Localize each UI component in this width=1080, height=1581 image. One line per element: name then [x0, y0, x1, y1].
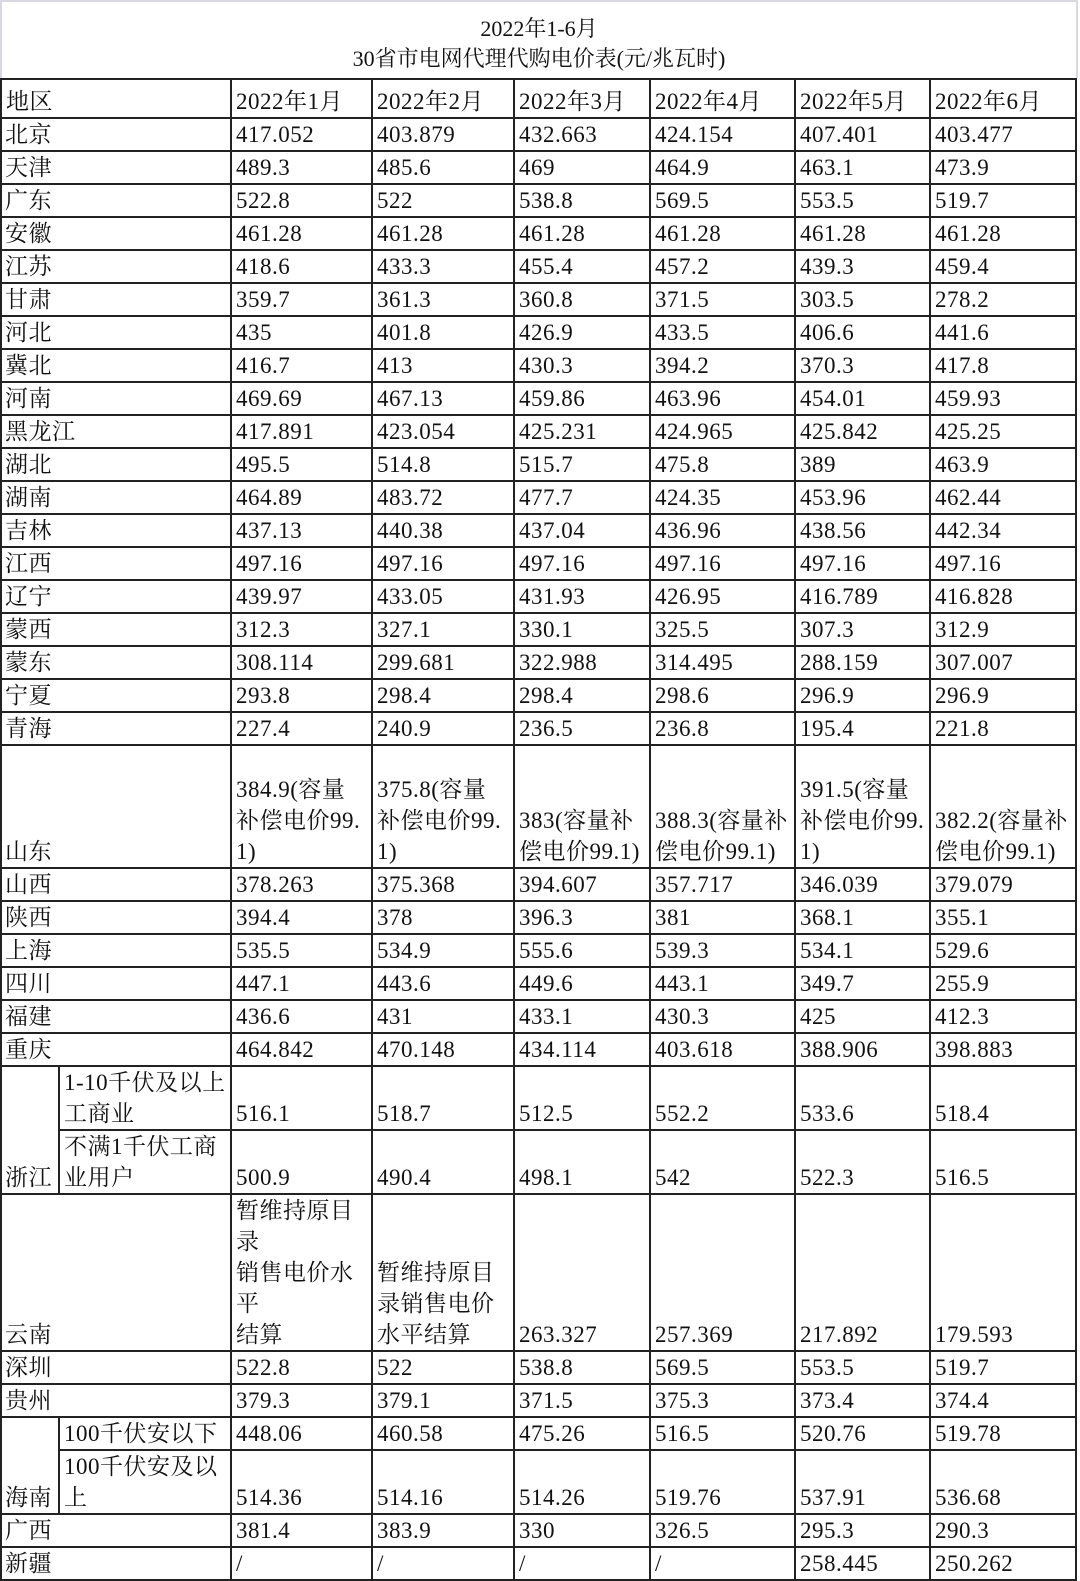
price-cell: 555.6	[514, 934, 650, 967]
table-row	[1, 448, 1076, 481]
region-cell: 广东	[1, 184, 231, 217]
table-row	[1, 868, 1076, 901]
price-cell: 346.039	[795, 868, 930, 901]
price-cell: /	[372, 1547, 514, 1580]
price-cell: 542	[650, 1130, 795, 1194]
price-cell: 373.4	[795, 1384, 930, 1417]
price-cell: 498.1	[514, 1130, 650, 1194]
price-cell: 447.1	[231, 967, 372, 1000]
table-row	[1, 679, 1076, 712]
price-cell: 497.16	[930, 547, 1076, 580]
table-row	[1, 349, 1076, 382]
sub-region-cell: 1-10千伏及以上工商业	[59, 1066, 231, 1130]
price-cell: 497.16	[514, 547, 650, 580]
price-cell: 469.69	[231, 382, 372, 415]
price-cell: 514.36	[231, 1450, 372, 1514]
table-row	[1, 547, 1076, 580]
price-cell: 195.4	[795, 712, 930, 745]
table-row	[1, 1547, 1076, 1580]
region-cell: 重庆	[1, 1033, 231, 1066]
price-cell: 381	[650, 901, 795, 934]
price-cell: 296.9	[795, 679, 930, 712]
price-cell: 312.9	[930, 613, 1076, 646]
price-cell: 439.3	[795, 250, 930, 283]
price-cell: 515.7	[514, 448, 650, 481]
region-cell: 山东	[1, 745, 231, 868]
price-cell: 459.93	[930, 382, 1076, 415]
price-cell: 469	[514, 151, 650, 184]
sub-region-cell: 不满1千伏工商业用户	[59, 1130, 231, 1194]
price-cell: 303.5	[795, 283, 930, 316]
price-cell: 298.6	[650, 679, 795, 712]
price-cell: 217.892	[795, 1194, 930, 1351]
table-row	[1, 217, 1076, 250]
price-cell: 308.114	[231, 646, 372, 679]
price-cell: 538.8	[514, 184, 650, 217]
price-cell: 449.6	[514, 967, 650, 1000]
table-row	[1, 1417, 1076, 1450]
price-cell: 529.6	[930, 934, 1076, 967]
price-cell: 500.9	[231, 1130, 372, 1194]
price-cell: 432.663	[514, 118, 650, 151]
price-cell: /	[514, 1547, 650, 1580]
price-cell: 381.4	[231, 1514, 372, 1547]
title-line-1: 2022年1-6月	[480, 16, 598, 41]
table-row	[1, 1130, 1076, 1194]
price-cell: 307.3	[795, 613, 930, 646]
price-cell: 424.35	[650, 481, 795, 514]
table-row	[1, 151, 1076, 184]
price-cell: 396.3	[514, 901, 650, 934]
price-cell: 263.327	[514, 1194, 650, 1351]
price-cell: 379.3	[231, 1384, 372, 1417]
price-cell: 418.6	[231, 250, 372, 283]
region-cell: 甘肃	[1, 283, 231, 316]
price-cell: 401.8	[372, 316, 514, 349]
price-cell: 384.9(容量补偿电价99.1)	[231, 745, 372, 868]
table-row	[1, 481, 1076, 514]
price-cell: 497.16	[650, 547, 795, 580]
price-cell: 430.3	[650, 1000, 795, 1033]
price-cell: 417.8	[930, 349, 1076, 382]
table-row	[1, 283, 1076, 316]
price-cell: 495.5	[231, 448, 372, 481]
table-row	[1, 316, 1076, 349]
price-cell: 461.28	[514, 217, 650, 250]
price-cell: 426.9	[514, 316, 650, 349]
price-cell: 522.3	[795, 1130, 930, 1194]
price-cell: 391.5(容量补偿电价99.1)	[795, 745, 930, 868]
price-cell: 457.2	[650, 250, 795, 283]
price-cell: 312.3	[231, 613, 372, 646]
price-cell: 371.5	[650, 283, 795, 316]
table-row	[1, 745, 1076, 868]
price-cell: 475.26	[514, 1417, 650, 1450]
price-cell: 489.3	[231, 151, 372, 184]
price-cell: 433.1	[514, 1000, 650, 1033]
price-cell: /	[650, 1547, 795, 1580]
region-cell: 浙江	[1, 1066, 59, 1194]
header-month: 2022年3月	[514, 79, 650, 118]
price-cell: 379.1	[372, 1384, 514, 1417]
price-cell: 483.72	[372, 481, 514, 514]
price-cell: 425.231	[514, 415, 650, 448]
table-row	[1, 1033, 1076, 1066]
table-row	[1, 118, 1076, 151]
table-row	[1, 646, 1076, 679]
table-row	[1, 712, 1076, 745]
region-cell: 冀北	[1, 349, 231, 382]
price-cell: 461.28	[372, 217, 514, 250]
price-cell: 240.9	[372, 712, 514, 745]
price-cell: 383(容量补偿电价99.1)	[514, 745, 650, 868]
region-cell: 四川	[1, 967, 231, 1000]
price-cell: 417.052	[231, 118, 372, 151]
price-cell: 278.2	[930, 283, 1076, 316]
price-cell: 485.6	[372, 151, 514, 184]
table-row	[1, 514, 1076, 547]
price-cell: 497.16	[795, 547, 930, 580]
title-line-2: 30省市电网代理代购电价表(元/兆瓦时)	[352, 46, 726, 71]
price-cell: 298.4	[514, 679, 650, 712]
price-cell: 537.91	[795, 1450, 930, 1514]
price-cell: 462.44	[930, 481, 1076, 514]
price-cell: 416.789	[795, 580, 930, 613]
price-cell: 425.25	[930, 415, 1076, 448]
price-cell: 250.262	[930, 1547, 1076, 1580]
price-cell: 290.3	[930, 1514, 1076, 1547]
price-cell: 361.3	[372, 283, 514, 316]
price-cell: 330	[514, 1514, 650, 1547]
price-cell: 382.2(容量补偿电价99.1)	[930, 745, 1076, 868]
price-cell: 436.6	[231, 1000, 372, 1033]
region-cell: 福建	[1, 1000, 231, 1033]
price-cell: 464.9	[650, 151, 795, 184]
price-cell: 519.78	[930, 1417, 1076, 1450]
price-cell: 463.96	[650, 382, 795, 415]
price-cell: 539.3	[650, 934, 795, 967]
price-cell: 383.9	[372, 1514, 514, 1547]
price-cell: 461.28	[231, 217, 372, 250]
price-cell: 436.96	[650, 514, 795, 547]
price-cell: 433.5	[650, 316, 795, 349]
price-cell: 518.4	[930, 1066, 1076, 1130]
price-cell: 298.4	[372, 679, 514, 712]
price-cell: 442.34	[930, 514, 1076, 547]
price-cell: 375.368	[372, 868, 514, 901]
price-cell: 440.38	[372, 514, 514, 547]
price-cell: 519.76	[650, 1450, 795, 1514]
price-cell: 464.89	[231, 481, 372, 514]
price-cell: 暂维持原目录销售电价水平结算	[372, 1194, 514, 1351]
region-cell: 蒙西	[1, 613, 231, 646]
region-cell: 江西	[1, 547, 231, 580]
price-cell: 423.054	[372, 415, 514, 448]
price-cell: 569.5	[650, 184, 795, 217]
price-cell: 227.4	[231, 712, 372, 745]
price-cell: 378	[372, 901, 514, 934]
price-cell: 514.16	[372, 1450, 514, 1514]
table-row	[1, 613, 1076, 646]
price-cell: 497.16	[231, 547, 372, 580]
region-cell: 湖北	[1, 448, 231, 481]
price-cell: 454.01	[795, 382, 930, 415]
price-cell: 460.58	[372, 1417, 514, 1450]
price-cell: 461.28	[930, 217, 1076, 250]
table-row	[1, 250, 1076, 283]
price-cell: 514.8	[372, 448, 514, 481]
price-cell: 359.7	[231, 283, 372, 316]
price-cell: 221.8	[930, 712, 1076, 745]
price-cell: 375.8(容量补偿电价99.1)	[372, 745, 514, 868]
price-cell: 299.681	[372, 646, 514, 679]
price-cell: 435	[231, 316, 372, 349]
price-cell: 443.1	[650, 967, 795, 1000]
price-cell: 416.7	[231, 349, 372, 382]
header-month: 2022年1月	[231, 79, 372, 118]
price-cell: 518.7	[372, 1066, 514, 1130]
price-cell: 490.4	[372, 1130, 514, 1194]
region-cell: 广西	[1, 1514, 231, 1547]
price-cell: 553.5	[795, 1351, 930, 1384]
price-cell: 438.56	[795, 514, 930, 547]
region-cell: 北京	[1, 118, 231, 151]
price-cell: 459.4	[930, 250, 1076, 283]
price-cell: 406.6	[795, 316, 930, 349]
price-cell: 433.05	[372, 580, 514, 613]
price-cell: 430.3	[514, 349, 650, 382]
price-cell: 307.007	[930, 646, 1076, 679]
region-cell: 吉林	[1, 514, 231, 547]
region-cell: 山西	[1, 868, 231, 901]
price-cell: 455.4	[514, 250, 650, 283]
price-cell: 448.06	[231, 1417, 372, 1450]
price-cell: 407.401	[795, 118, 930, 151]
table-row	[1, 1066, 1076, 1130]
price-cell: 426.95	[650, 580, 795, 613]
table-row	[1, 901, 1076, 934]
price-cell: 暂维持原目 录 销售电价水 平 结算	[231, 1194, 372, 1351]
table-row	[1, 1194, 1076, 1351]
region-cell: 辽宁	[1, 580, 231, 613]
price-cell: 522	[372, 184, 514, 217]
table-row	[1, 934, 1076, 967]
price-cell: 389	[795, 448, 930, 481]
price-cell: 552.2	[650, 1066, 795, 1130]
price-cell: 538.8	[514, 1351, 650, 1384]
table-row	[1, 184, 1076, 217]
price-cell: 467.13	[372, 382, 514, 415]
price-cell: 459.86	[514, 382, 650, 415]
header-month: 2022年4月	[650, 79, 795, 118]
price-cell: 569.5	[650, 1351, 795, 1384]
price-cell: 368.1	[795, 901, 930, 934]
region-cell: 河北	[1, 316, 231, 349]
price-cell: 403.618	[650, 1033, 795, 1066]
price-cell: 463.9	[930, 448, 1076, 481]
price-cell: 441.6	[930, 316, 1076, 349]
sub-region-cell: 100千伏安以下	[59, 1417, 231, 1450]
price-cell: 403.477	[930, 118, 1076, 151]
region-cell: 湖南	[1, 481, 231, 514]
price-cell: 357.717	[650, 868, 795, 901]
price-cell: 288.159	[795, 646, 930, 679]
price-cell: 394.607	[514, 868, 650, 901]
region-cell: 江苏	[1, 250, 231, 283]
region-cell: 云南	[1, 1194, 231, 1351]
price-cell: 236.5	[514, 712, 650, 745]
price-cell: 512.5	[514, 1066, 650, 1130]
price-cell: 461.28	[650, 217, 795, 250]
price-cell: 370.3	[795, 349, 930, 382]
region-cell: 黑龙江	[1, 415, 231, 448]
price-cell: 425	[795, 1000, 930, 1033]
price-cell: 477.7	[514, 481, 650, 514]
price-cell: 322.988	[514, 646, 650, 679]
price-cell: 179.593	[930, 1194, 1076, 1351]
price-cell: 533.6	[795, 1066, 930, 1130]
region-cell: 青海	[1, 712, 231, 745]
sub-region-cell: 100千伏安及以上	[59, 1450, 231, 1514]
price-cell: 534.1	[795, 934, 930, 967]
price-cell: /	[231, 1547, 372, 1580]
region-cell: 深圳	[1, 1351, 231, 1384]
region-cell: 宁夏	[1, 679, 231, 712]
header-month: 2022年2月	[372, 79, 514, 118]
price-cell: 416.828	[930, 580, 1076, 613]
price-cell: 374.4	[930, 1384, 1076, 1417]
table-title	[0, 0, 1078, 78]
price-cell: 514.26	[514, 1450, 650, 1514]
price-cell: 394.2	[650, 349, 795, 382]
price-cell: 534.9	[372, 934, 514, 967]
table-row	[1, 1351, 1076, 1384]
price-cell: 463.1	[795, 151, 930, 184]
price-cell: 470.148	[372, 1033, 514, 1066]
price-cell: 536.68	[930, 1450, 1076, 1514]
price-cell: 388.3(容量补偿电价99.1)	[650, 745, 795, 868]
price-cell: 497.16	[372, 547, 514, 580]
price-cell: 394.4	[231, 901, 372, 934]
price-cell: 431.93	[514, 580, 650, 613]
region-cell: 新疆	[1, 1547, 231, 1580]
region-cell: 海南	[1, 1417, 59, 1514]
price-cell: 295.3	[795, 1514, 930, 1547]
price-cell: 314.495	[650, 646, 795, 679]
price-cell: 375.3	[650, 1384, 795, 1417]
region-cell: 陕西	[1, 901, 231, 934]
price-cell: 519.7	[930, 1351, 1076, 1384]
price-cell: 417.891	[231, 415, 372, 448]
price-cell: 516.1	[231, 1066, 372, 1130]
price-cell: 388.906	[795, 1033, 930, 1066]
region-cell: 上海	[1, 934, 231, 967]
price-cell: 412.3	[930, 1000, 1076, 1033]
price-cell: 439.97	[231, 580, 372, 613]
table-row	[1, 967, 1076, 1000]
price-cell: 519.7	[930, 184, 1076, 217]
header-month: 2022年6月	[930, 79, 1076, 118]
price-cell: 327.1	[372, 613, 514, 646]
price-cell: 535.5	[231, 934, 372, 967]
price-cell: 326.5	[650, 1514, 795, 1547]
price-cell: 378.263	[231, 868, 372, 901]
price-cell: 522	[372, 1351, 514, 1384]
header-month: 2022年5月	[795, 79, 930, 118]
region-cell: 安徽	[1, 217, 231, 250]
price-cell: 520.76	[795, 1417, 930, 1450]
price-cell: 475.8	[650, 448, 795, 481]
price-cell: 296.9	[930, 679, 1076, 712]
price-cell: 461.28	[795, 217, 930, 250]
price-cell: 443.6	[372, 967, 514, 1000]
region-cell: 贵州	[1, 1384, 231, 1417]
price-cell: 473.9	[930, 151, 1076, 184]
header-row	[1, 79, 1076, 118]
table-row	[1, 580, 1076, 613]
price-cell: 522.8	[231, 184, 372, 217]
price-cell: 398.883	[930, 1033, 1076, 1066]
price-cell: 255.9	[930, 967, 1076, 1000]
price-cell: 437.04	[514, 514, 650, 547]
price-cell: 553.5	[795, 184, 930, 217]
price-cell: 522.8	[231, 1351, 372, 1384]
table-row	[1, 1450, 1076, 1514]
price-cell: 424.965	[650, 415, 795, 448]
table-row	[1, 382, 1076, 415]
price-cell: 431	[372, 1000, 514, 1033]
region-cell: 天津	[1, 151, 231, 184]
price-cell: 516.5	[650, 1417, 795, 1450]
price-cell: 330.1	[514, 613, 650, 646]
price-cell: 349.7	[795, 967, 930, 1000]
price-cell: 293.8	[231, 679, 372, 712]
price-table	[0, 78, 1077, 1581]
price-cell: 424.154	[650, 118, 795, 151]
price-cell: 236.8	[650, 712, 795, 745]
price-cell: 257.369	[650, 1194, 795, 1351]
price-cell: 258.445	[795, 1547, 930, 1580]
price-cell: 413	[372, 349, 514, 382]
price-cell: 325.5	[650, 613, 795, 646]
price-cell: 355.1	[930, 901, 1076, 934]
price-cell: 371.5	[514, 1384, 650, 1417]
price-cell: 433.3	[372, 250, 514, 283]
price-cell: 379.079	[930, 868, 1076, 901]
header-region: 地区	[1, 79, 231, 118]
region-cell: 蒙东	[1, 646, 231, 679]
table-row	[1, 1514, 1076, 1547]
price-cell: 403.879	[372, 118, 514, 151]
price-cell: 453.96	[795, 481, 930, 514]
price-cell: 516.5	[930, 1130, 1076, 1194]
table-row	[1, 1000, 1076, 1033]
region-cell: 河南	[1, 382, 231, 415]
price-cell: 425.842	[795, 415, 930, 448]
table-row	[1, 1384, 1076, 1417]
price-cell: 464.842	[231, 1033, 372, 1066]
price-cell: 434.114	[514, 1033, 650, 1066]
price-cell: 437.13	[231, 514, 372, 547]
table-row	[1, 415, 1076, 448]
price-cell: 360.8	[514, 283, 650, 316]
